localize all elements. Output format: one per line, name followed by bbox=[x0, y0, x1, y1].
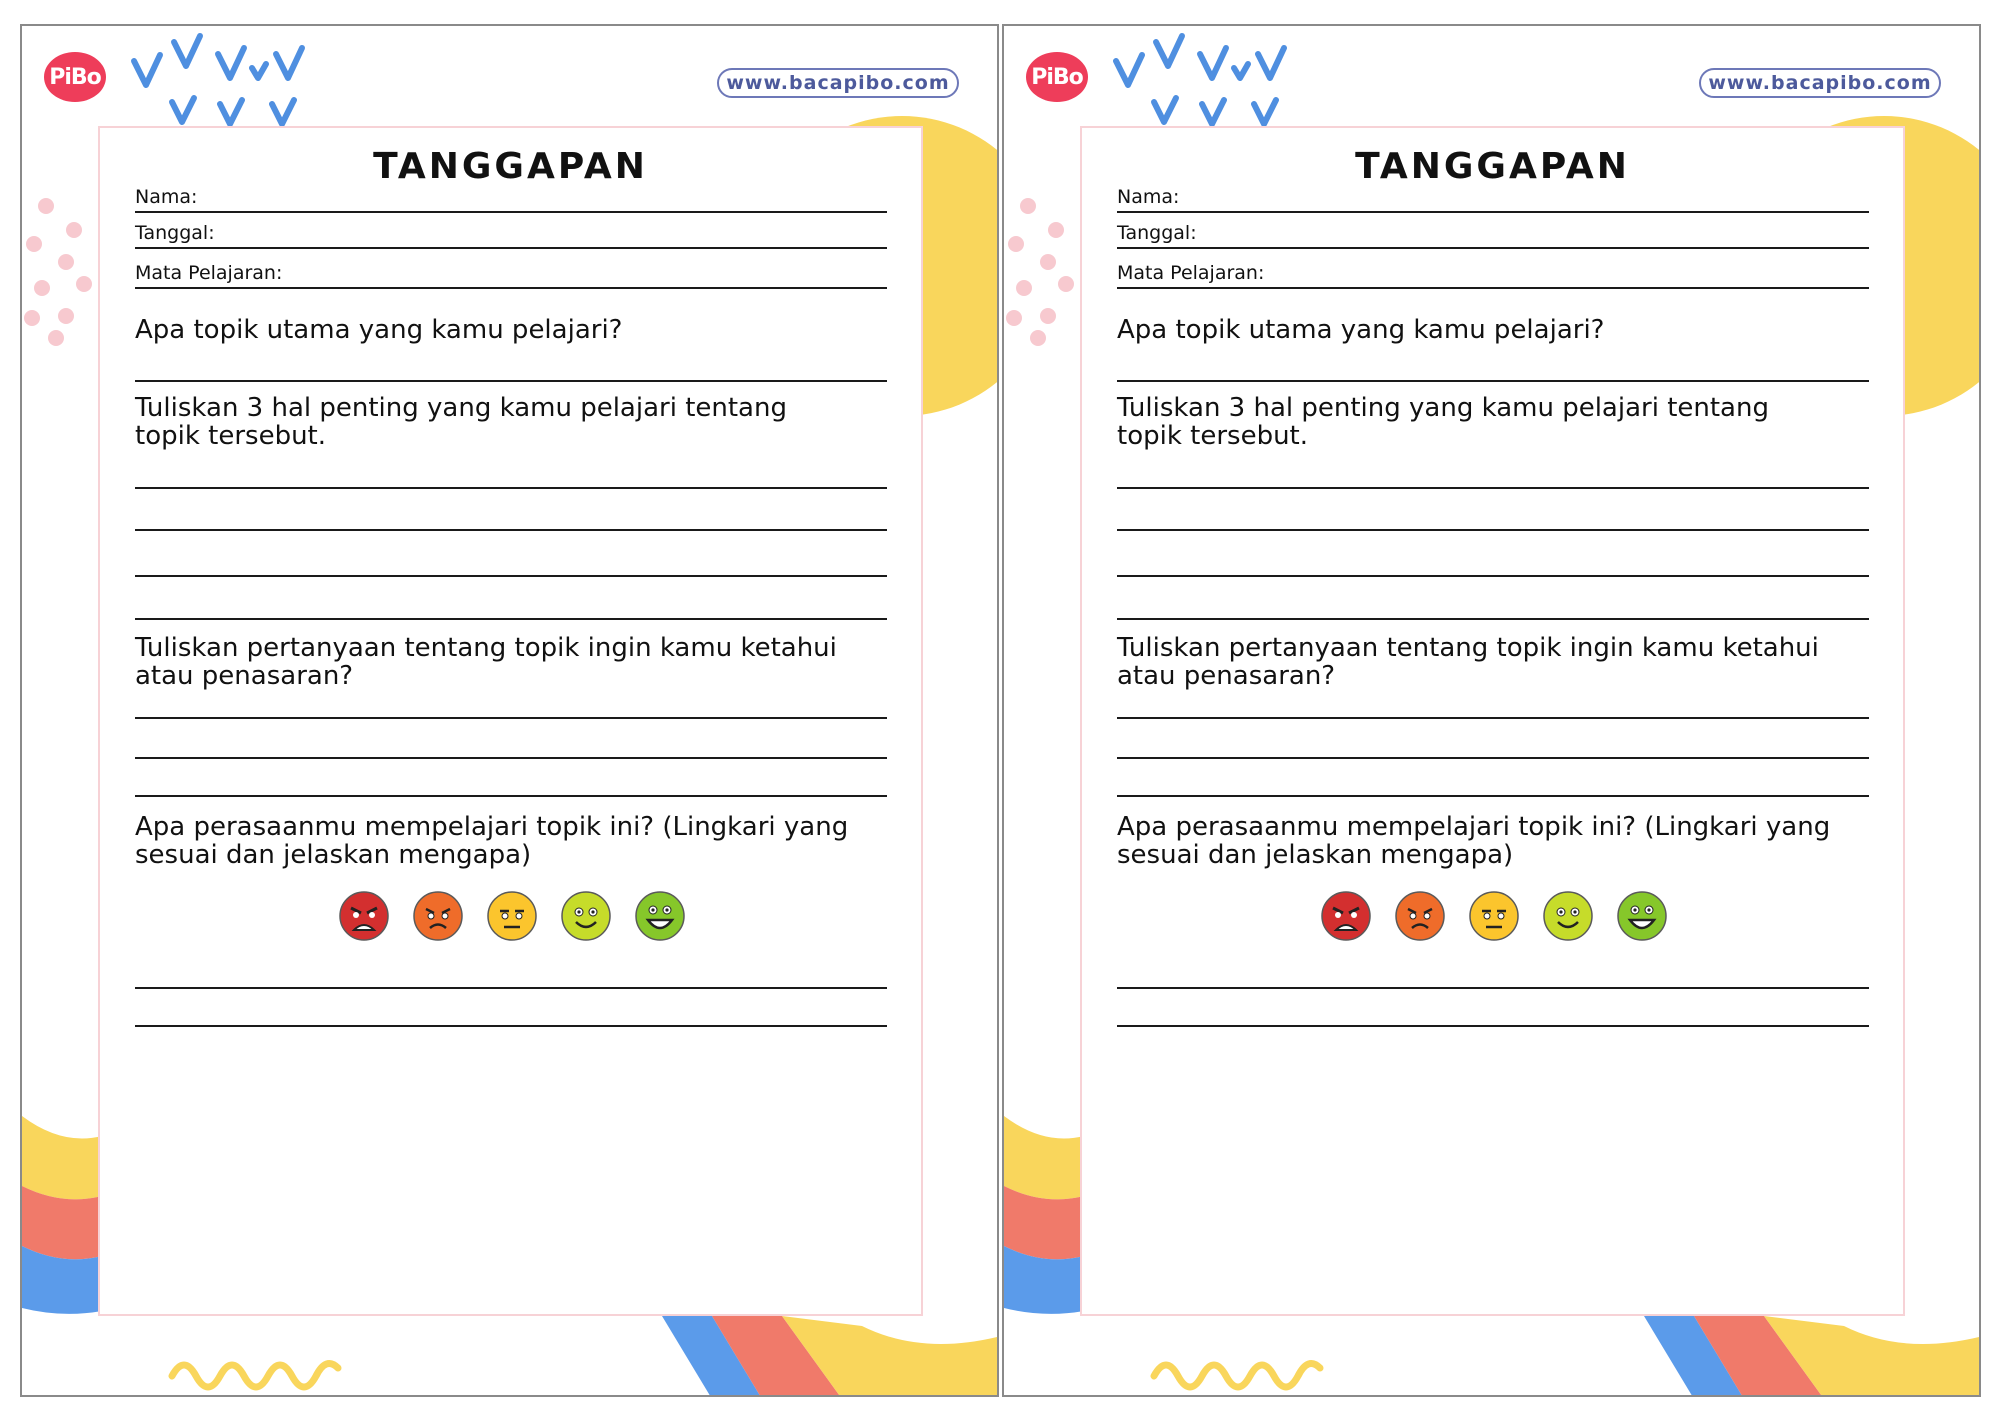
question-3-line-2: atau penasaran? bbox=[1117, 661, 1336, 691]
answer-line[interactable] bbox=[135, 618, 887, 620]
question-2-line-2: topik tersebut. bbox=[135, 421, 327, 451]
answer-line[interactable] bbox=[135, 487, 887, 489]
pibo-logo: PiBo bbox=[1026, 52, 1088, 102]
neutral-face-icon[interactable] bbox=[486, 890, 538, 942]
answer-line[interactable] bbox=[135, 987, 887, 989]
answer-line[interactable] bbox=[1117, 575, 1869, 577]
neutral-face-icon[interactable] bbox=[1468, 890, 1520, 942]
answer-line[interactable] bbox=[135, 529, 887, 531]
question-2-line-1: Tuliskan 3 hal penting yang kamu pelajari tentang bbox=[1117, 393, 1769, 423]
worksheet-left bbox=[20, 24, 999, 1397]
answer-line[interactable] bbox=[135, 1025, 887, 1027]
question-2-line-1: Tuliskan 3 hal penting yang kamu pelajari tentang bbox=[135, 393, 787, 423]
question-4-line-1: Apa perasaanmu mempelajari topik ini? (Lingkari yang bbox=[135, 812, 849, 842]
pibo-logo: PiBo bbox=[44, 52, 106, 102]
question-2-line-2: topik tersebut. bbox=[1117, 421, 1309, 451]
question-4-line-2: sesuai dan jelaskan mengapa) bbox=[1117, 840, 1514, 870]
subject-input-line[interactable] bbox=[1117, 287, 1869, 289]
emotion-scale bbox=[1320, 890, 1668, 944]
answer-line[interactable] bbox=[1117, 795, 1869, 797]
question-3-line-1: Tuliskan pertanyaan tentang topik ingin kamu ketahui bbox=[135, 633, 837, 663]
name-field-label: Nama: bbox=[1117, 186, 1180, 208]
question-4-line-1: Apa perasaanmu mempelajari topik ini? (Lingkari yang bbox=[1117, 812, 1831, 842]
website-badge[interactable]: www.bacapibo.com bbox=[717, 68, 959, 98]
subject-field-label: Mata Pelajaran: bbox=[135, 262, 283, 284]
name-input-line[interactable] bbox=[135, 211, 887, 213]
emotion-scale bbox=[338, 890, 686, 944]
page-title: TANGGAPAN bbox=[373, 146, 648, 187]
subject-input-line[interactable] bbox=[135, 287, 887, 289]
answer-line[interactable] bbox=[1117, 717, 1869, 719]
answer-line[interactable] bbox=[1117, 1025, 1869, 1027]
answer-line[interactable] bbox=[1117, 987, 1869, 989]
smile-face-icon[interactable] bbox=[560, 890, 612, 942]
page-title: TANGGAPAN bbox=[1355, 146, 1630, 187]
answer-line[interactable] bbox=[135, 575, 887, 577]
worksheet-right bbox=[1002, 24, 1981, 1397]
question-4-line-2: sesuai dan jelaskan mengapa) bbox=[135, 840, 532, 870]
answer-line[interactable] bbox=[1117, 757, 1869, 759]
date-input-line[interactable] bbox=[1117, 247, 1869, 249]
answer-line[interactable] bbox=[135, 380, 887, 382]
question-1: Apa topik utama yang kamu pelajari? bbox=[135, 315, 623, 345]
smile-face-icon[interactable] bbox=[1542, 890, 1594, 942]
name-input-line[interactable] bbox=[1117, 211, 1869, 213]
grin-face-icon[interactable] bbox=[634, 890, 686, 942]
date-input-line[interactable] bbox=[135, 247, 887, 249]
answer-line[interactable] bbox=[1117, 380, 1869, 382]
grin-face-icon[interactable] bbox=[1616, 890, 1668, 942]
website-badge[interactable]: www.bacapibo.com bbox=[1699, 68, 1941, 98]
sad-face-icon[interactable] bbox=[1394, 890, 1446, 942]
sad-face-icon[interactable] bbox=[412, 890, 464, 942]
date-field-label: Tanggal: bbox=[1117, 222, 1197, 244]
date-field-label: Tanggal: bbox=[135, 222, 215, 244]
worksheet-card bbox=[98, 126, 923, 1316]
subject-field-label: Mata Pelajaran: bbox=[1117, 262, 1265, 284]
question-3-line-1: Tuliskan pertanyaan tentang topik ingin kamu ketahui bbox=[1117, 633, 1819, 663]
answer-line[interactable] bbox=[135, 795, 887, 797]
worksheet-card bbox=[1080, 126, 1905, 1316]
answer-line[interactable] bbox=[1117, 487, 1869, 489]
very-angry-face-icon[interactable] bbox=[338, 890, 390, 942]
answer-line[interactable] bbox=[1117, 618, 1869, 620]
question-1: Apa topik utama yang kamu pelajari? bbox=[1117, 315, 1605, 345]
answer-line[interactable] bbox=[135, 757, 887, 759]
very-angry-face-icon[interactable] bbox=[1320, 890, 1372, 942]
answer-line[interactable] bbox=[135, 717, 887, 719]
answer-line[interactable] bbox=[1117, 529, 1869, 531]
name-field-label: Nama: bbox=[135, 186, 198, 208]
question-3-line-2: atau penasaran? bbox=[135, 661, 354, 691]
